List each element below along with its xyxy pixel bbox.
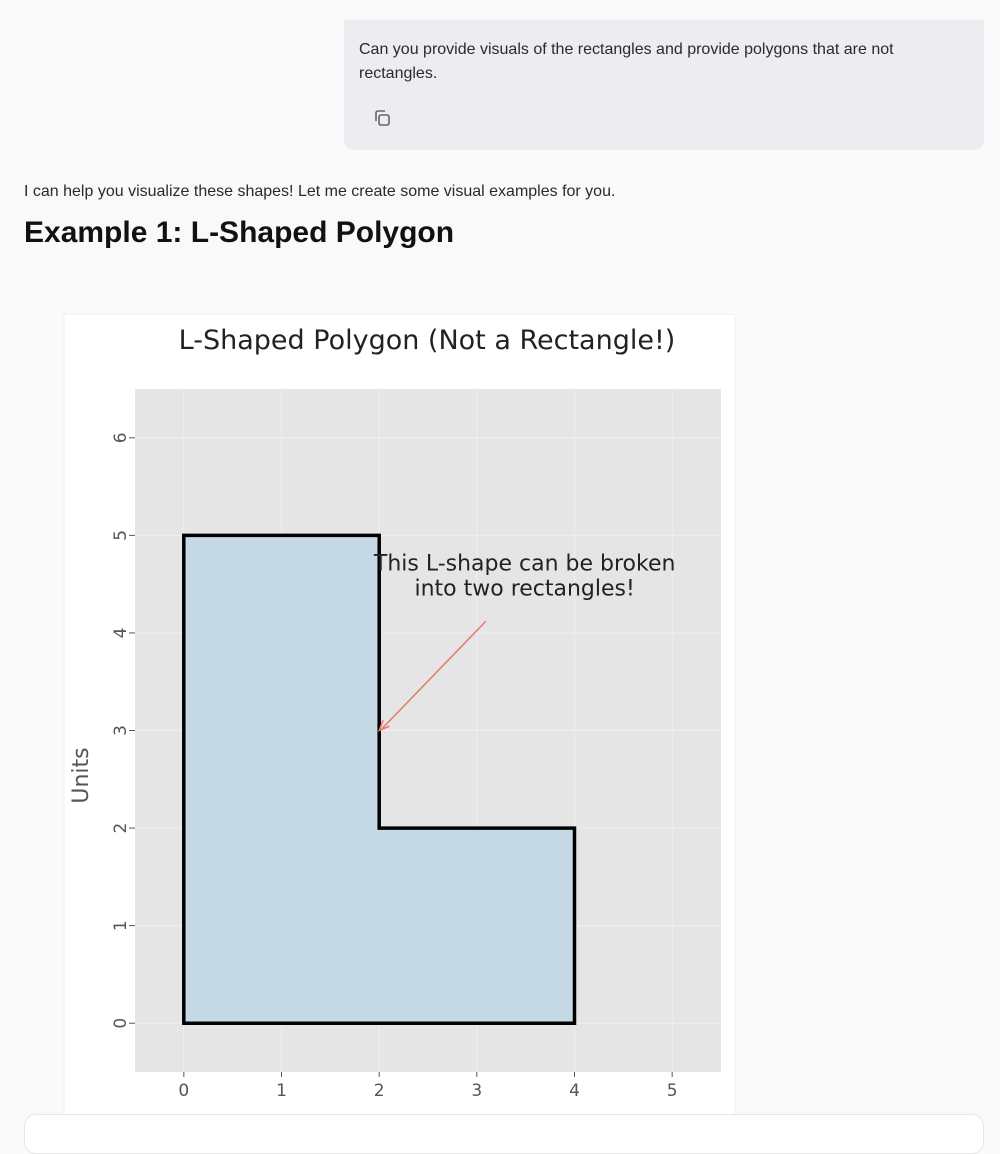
y-tick-label: 2 — [111, 822, 131, 834]
y-tick-label: 3 — [111, 725, 131, 736]
annotation-text: This L-shape can be broken into two rectangles! — [373, 551, 676, 602]
y-tick-label: 6 — [111, 432, 131, 444]
section-heading: Example 1: L-Shaped Polygon — [24, 216, 455, 249]
y-tick-label: 0 — [111, 1017, 131, 1029]
chart-title: L-Shaped Polygon (Not a Rectangle!) — [178, 325, 676, 356]
user-message-bubble — [344, 20, 984, 150]
y-axis-label: Units — [69, 747, 94, 804]
x-tick-label: 3 — [471, 1081, 483, 1101]
user-message-text: Can you provide visuals of the rectangles and provide polygons that are not rectangles. — [359, 41, 894, 82]
copy-icon — [372, 108, 392, 128]
x-tick-label: 0 — [178, 1081, 190, 1101]
y-tick-label: 4 — [111, 627, 131, 639]
message-composer[interactable] — [24, 1114, 984, 1154]
x-tick-label: 4 — [569, 1081, 580, 1101]
x-tick-label: 2 — [373, 1081, 385, 1101]
y-tick-label: 5 — [111, 529, 131, 541]
y-tick-label: 1 — [111, 920, 131, 932]
assistant-intro-text: I can help you visualize these shapes! Let me create some visual examples for you. — [24, 183, 616, 200]
x-tick-label: 1 — [276, 1081, 287, 1101]
chart-figure — [44, 294, 755, 1114]
l-shape-chart — [44, 294, 755, 1114]
x-tick-label: 5 — [666, 1081, 678, 1101]
copy-button[interactable] — [370, 106, 394, 130]
